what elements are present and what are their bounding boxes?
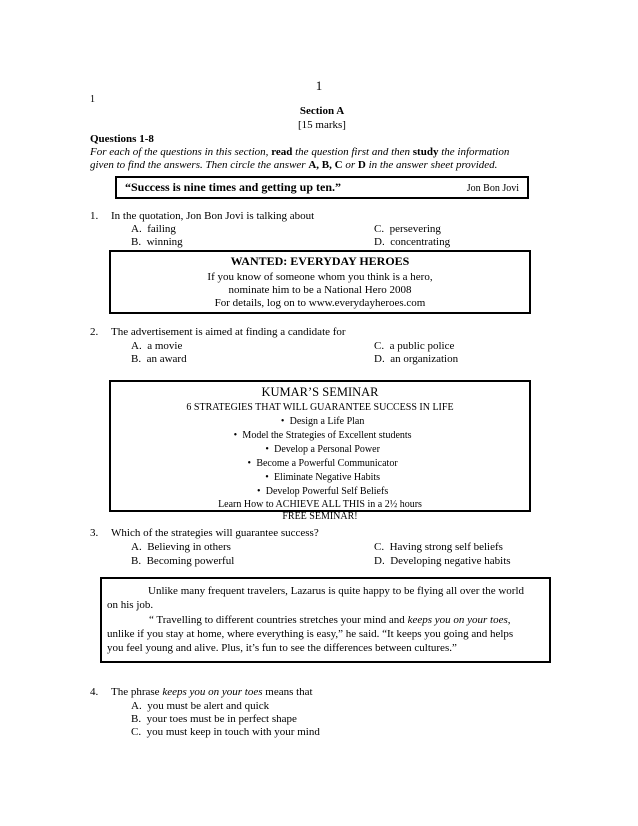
instructions-heading: Questions 1-8 [90,133,154,145]
instr-study: study [412,146,439,158]
option-letter: D. [374,555,385,567]
option-letter: B. [131,555,142,567]
q4-option-c[interactable] [131,726,320,739]
q4-option-b[interactable] [131,713,297,726]
page-number: 1 [315,78,323,93]
instr-text: in the answer sheet provided. [365,159,498,171]
seminar-item [111,443,529,456]
option-letter: A. [131,223,142,235]
passage-text: “ Travelling to different countries stretches your mind and [149,614,408,626]
option-letter: C. [374,541,385,553]
seminar-item-text: Develop a Personal Power [274,444,380,455]
option-letter: A. [131,541,142,553]
option-letter: C. [374,340,385,352]
instr-text: For each of the questions in this section, [90,146,272,158]
option-text: your toes must be in perfect shape [146,713,297,725]
ad-line-3: For details, log on to www.everydayheroes.com [214,297,426,309]
ad-title: WANTED: EVERYDAY HEROES [230,254,410,268]
option-text: a movie [147,340,183,352]
option-letter: C. [374,223,385,235]
q3-option-a[interactable] [131,541,231,554]
option-letter: D. [374,353,385,365]
q2-option-b[interactable] [131,353,187,366]
option-text: Believing in others [147,541,231,553]
option-text: failing [147,223,176,235]
option-letter: B. [131,353,142,365]
seminar-item [111,415,529,428]
ad-line-2: nominate him to be a National Hero 2008 [228,284,412,296]
option-text: an organization [390,353,459,365]
passage-text: , [507,614,511,626]
question-2 [90,326,346,339]
seminar-item [111,429,529,442]
seminar-item-text: Become a Powerful Communicator [256,458,398,469]
question-number: 4. [90,686,99,698]
option-text: an award [146,353,187,365]
option-text: Becoming powerful [146,555,235,567]
quote-box [115,176,529,199]
seminar-box [109,380,531,522]
passage-line [149,614,511,627]
q2-option-d[interactable] [374,353,458,366]
seminar-item [111,471,529,484]
instr-letter-d: D [357,159,366,171]
option-letter: C. [131,726,142,738]
option-letter: B. [131,236,142,248]
question-number: 2. [90,326,99,338]
question-number: 1. [90,210,99,222]
question-text-part: The phrase [111,686,163,698]
quote-author: Jon Bon Jovi [466,183,519,194]
option-text: Developing negative habits [390,555,511,567]
passage-line: you feel young and alive. Plus, it’s fun to see the differences between cultures.” [107,642,457,654]
option-letter: D. [374,236,385,248]
section-marks: [15 marks] [298,119,346,131]
option-text: winning [146,236,183,248]
q2-option-c[interactable] [374,340,454,353]
q4-option-a[interactable] [131,700,269,713]
quote-text: “Success is nine times and getting up ten.” [125,180,342,194]
seminar-title: KUMAR’S SEMINAR [261,385,379,399]
option-text: concentrating [390,236,451,248]
seminar-item [111,485,529,498]
side-number: 1 [90,94,95,105]
instr-read: read [271,146,293,158]
question-text: The advertisement is aimed at finding a candidate for [111,326,346,338]
q1-option-c[interactable] [374,223,441,236]
seminar-item-text: Develop Powerful Self Beliefs [265,486,389,497]
passage-box [100,577,551,663]
seminar-item [111,457,529,470]
question-4 [90,686,313,699]
option-text: a public police [389,340,455,352]
option-letter: A. [131,700,142,712]
question-idiom: keeps you on your toes [162,686,263,698]
seminar-item-text: Design a Life Plan [289,416,365,427]
seminar-footer-cut: FREE SEMINAR! [282,511,358,522]
section-title: Section A [299,105,345,117]
q1-option-b[interactable] [131,236,183,249]
q3-option-d[interactable] [374,555,511,568]
instr-text: or [342,159,358,171]
seminar-item-text: Eliminate Negative Habits [273,472,381,483]
passage-idiom: keeps you on your toes [407,614,508,626]
question-1 [90,210,315,223]
instr-letters: A, B, C [308,159,343,171]
option-letter: B. [131,713,142,725]
instr-text: the information [438,146,510,158]
instructions-line-1 [90,146,509,159]
q1-option-a[interactable] [131,223,176,236]
q2-option-a[interactable] [131,340,182,353]
instructions-line-2 [90,159,497,172]
option-text: you must be alert and quick [147,700,270,712]
q1-option-d[interactable] [374,236,450,249]
question-3 [90,527,319,540]
seminar-item-text: Model the Strategies of Excellent students [242,430,412,441]
option-letter: A. [131,340,142,352]
passage-line: unlike if you stay at home, where everything is easy,” he said. “It keeps you going and helps [107,628,514,640]
option-text: persevering [389,223,441,235]
question-text [111,686,313,699]
advertisement-box [109,250,531,314]
seminar-subtitle: 6 STRATEGIES THAT WILL GUARANTEE SUCCESS IN LIFE [186,402,454,413]
question-text-part: means that [262,686,313,698]
ad-line-1: If you know of someone whom you think is a hero, [207,271,433,283]
seminar-footer: Learn How to ACHIEVE ALL THIS in a 2½ hours [218,499,422,510]
question-text: Which of the strategies will guarantee success? [111,527,319,539]
instr-text: the question first and then [292,146,413,158]
passage-line: Unlike many frequent travelers, Lazarus is quite happy to be flying all over the world [148,585,525,597]
question-number: 3. [90,527,99,539]
q3-option-b[interactable] [131,555,234,568]
instr-text: given to find the answers. Then circle the answer [90,159,309,171]
option-text: you must keep in touch with your mind [146,726,320,738]
option-text: Having strong self beliefs [389,541,503,553]
question-text: In the quotation, Jon Bon Jovi is talking about [111,210,315,222]
passage-line: on his job. [107,599,154,611]
q3-option-c[interactable] [374,541,503,554]
